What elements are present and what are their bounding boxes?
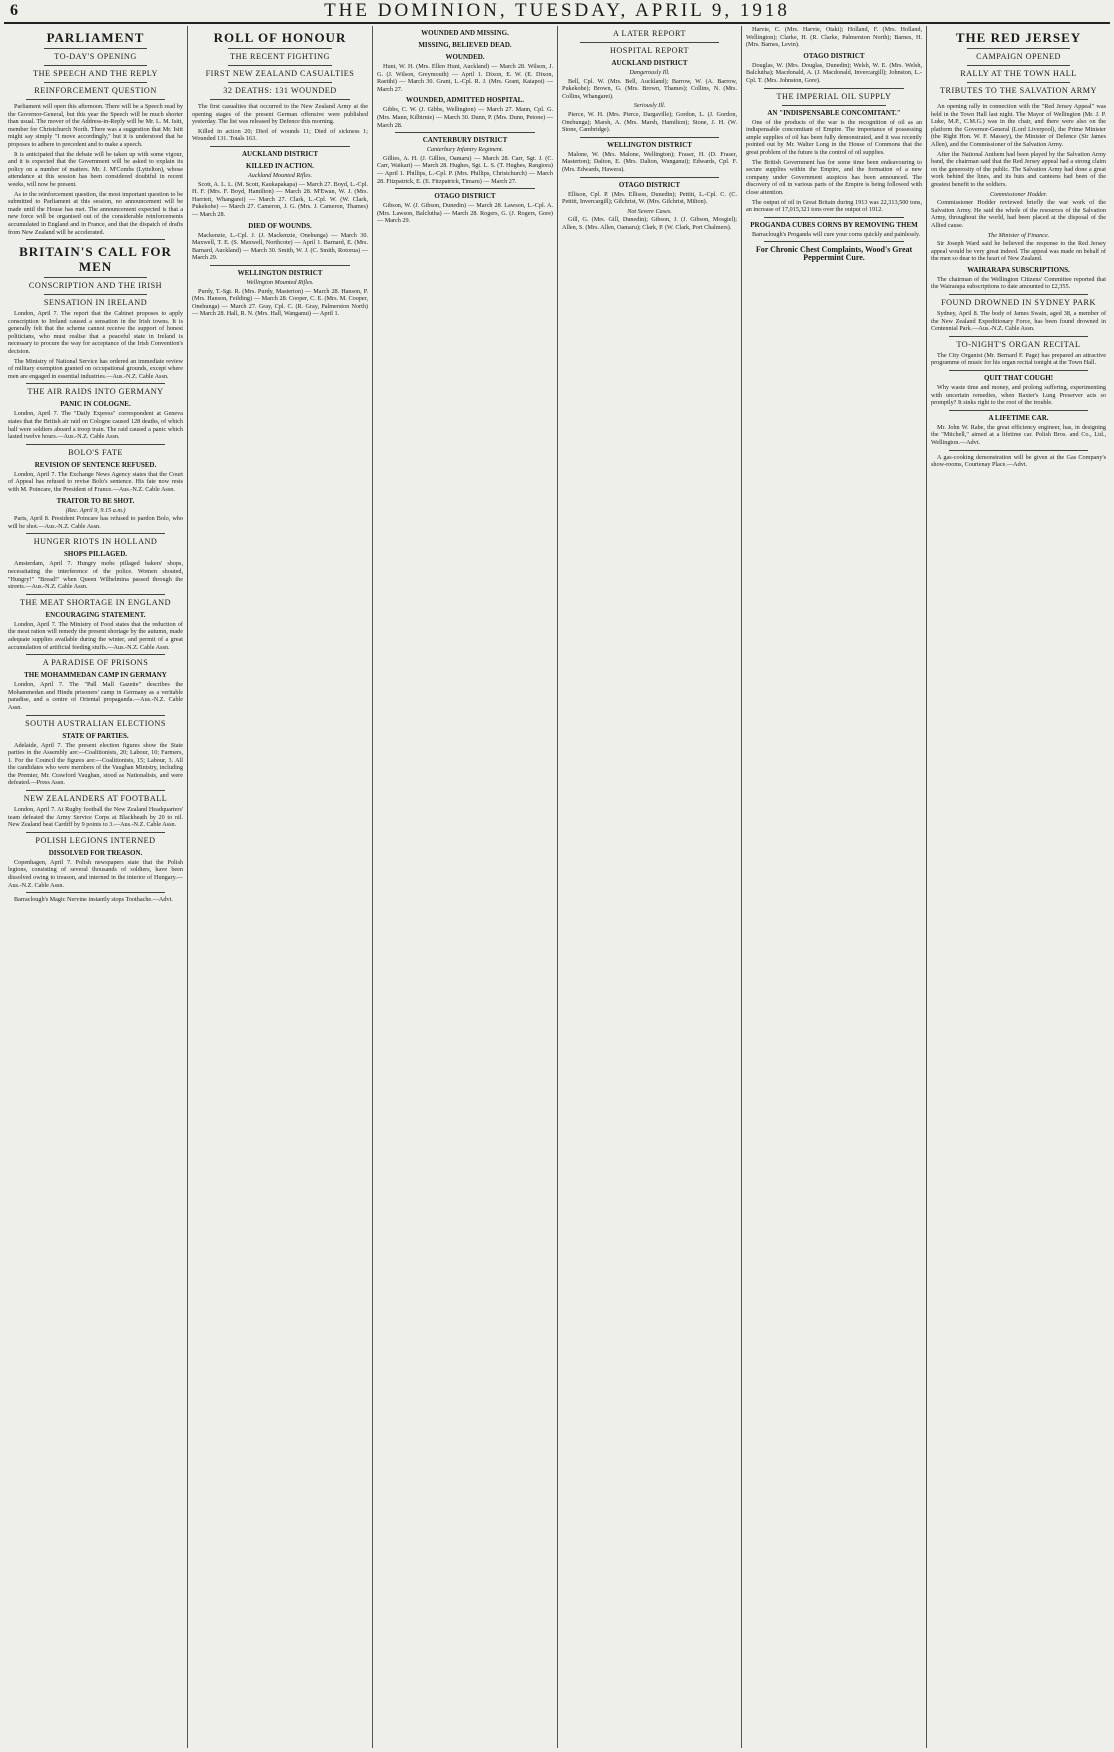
- headline-hospital: HOSPITAL REPORT: [609, 46, 690, 55]
- article-paragraph: Amsterdam, April 7. Hungry mobs pillaged bakers' shops, necessitating the interference of the police. Women shouted, "Hungry!" "Bread!" when Queen Wilhelmina passed through the streets.—Aus.-N.Z. Cable Assn.: [8, 560, 183, 591]
- casualty-list: Hunt, W. H. (Mrs. Ellen Hunt, Auckland) — March 28. Wilson, J. G. (J. Wilson, Greymouth) — April 1. Dixon, E. W. (E. Dixon, Raetihi) — March 30. Grant, L.-Cpl. R. J. (Mrs. Grant, Kaiapoi) — March 27.: [377, 63, 553, 93]
- casualty-list: Bell, Cpl. W. (Mrs. Bell, Auckland); Barrow, W. (A. Barrow, Pukekohe); Brown, G. (Mrs. Brown, Thames); Collins, N. (Mrs. Collins, Whangarei).: [562, 77, 737, 100]
- article-paragraph: Sydney, April 8. The body of James Swain, aged 38, a member of the New Zealand Expeditionary Force, has been found drowned in Centennial Park.—Aus.-N.Z. Cable Assn.: [931, 310, 1106, 333]
- page-number: 6: [10, 2, 18, 19]
- article-paragraph: London, April 7. The "Daily Express" correspondent at Geneva states that the British air raid on Cologne caused 128 deaths, of which half were soldiers aboard a troop train. The raid caused a panic which lasted twelve hours.—Aus.-N.Z. Cable Assn.: [8, 410, 183, 441]
- article-paragraph: London, April 7. At Rugby football the New Zealand Headquarters' team defeated the Army Service Corps at Blackheath by 20 to nil. New Zealand beat Cardiff by 9 points to 3.—Aus.-N.Z. Cable Assn.: [8, 806, 183, 829]
- subhead-campaign: CAMPAIGN OPENED: [976, 52, 1061, 61]
- article-paragraph: Paris, April 8. President Poincare has refused to pardon Bolo, who will be shot.—Aus.-N.Z. Cable Assn.: [8, 515, 183, 530]
- subhead-encouraging: ENCOURAGING STATEMENT.: [45, 610, 146, 619]
- casualty-tally: Killed in action 20; Died of wounds 11; Died of sickness 1; Wounded 131. Totals 163.: [192, 127, 368, 143]
- article-paragraph: Copenhagen, April 7. Polish newspapers state that the Polish legions, consisting of several thousands of soldiers, have been dissolved owing to treason, and interned in the interior of Hungary.—Aus.-N.Z. Cable Assn.: [8, 858, 183, 889]
- headline-hunger: HUNGER RIOTS IN HOLLAND: [33, 537, 158, 547]
- subhead-killed: KILLED IN ACTION.: [246, 161, 314, 170]
- headline-meat: THE MEAT SHORTAGE IN ENGLAND: [20, 597, 171, 607]
- column-parliament: [4, 26, 187, 1748]
- subhead-rally: RALLY AT THE TOWN HALL: [960, 69, 1077, 78]
- subhead-reinforcement: REINFORCEMENT QUESTION: [34, 86, 157, 95]
- article-paragraph: After the National Anthem had been played by the Salvation Army band, the chairman said that the Red Jersey appeal had a strong claim on the generosity of the public. The Salvation Army had done a great work behind the lines, and its huts and canteens had been of the greatest benefit to the soldiers.: [931, 150, 1106, 188]
- condition-label: Seriously Ill.: [633, 102, 666, 110]
- headline-sydney: FOUND DROWNED IN SYDNEY PARK: [941, 298, 1096, 308]
- subhead-deaths: 32 DEATHS: 131 WOUNDED: [223, 86, 337, 95]
- subhead-traitor: TRAITOR TO BE SHOT.: [56, 496, 135, 505]
- subhead-wairarapa: WAIRARAPA SUBSCRIPTIONS.: [967, 265, 1070, 274]
- subhead-first: FIRST NEW ZEALAND CASUALTIES: [205, 69, 355, 78]
- casualty-list: Gibson, W. (J. Gibson, Dunedin) — March 28. Lawson, L.-Cpl. A. (Mrs. Lawson, Balclutha) — March 28. Rogers, G. (J. Rogers, Gore) — March 29.: [377, 202, 553, 225]
- section-label: Commissioner Hodder.: [989, 190, 1048, 198]
- casualty-list: Scott, A. L. L. (M. Scott, Kaukapakapa) — March 27. Boyd, L.-Cpl. H. F. (Mrs. F. Boyd, Hamilton) — March 28. M'Ewan, W. J. (Mrs. Harriett, Whangarei) — March 27. Clark, L.-Cpl. W. (W. Clark, Pukekohe) — March 27. Cameron, J. G. (Mrs. J. Cameron, Thames) — March 28.: [192, 180, 368, 218]
- subhead-missing: MISSING, BELIEVED DEAD.: [418, 41, 512, 49]
- district-wellington: WELLINGTON DISTRICT: [607, 140, 692, 149]
- article-paragraph: It is anticipated that the debate will be taken up with some vigour, and it is expected that the Government will be asked to explain its policy on a number of matters. Mr. J. M'Combs (Lyttelton), whose attendance at this session has been considered doubtful in recent weeks, will now be present.: [8, 150, 183, 188]
- advertisement: Why waste time and money, and prolong suffering, experimenting with uncertain remedies, when Baxter's Lung Preserver acts so promptly? It sinks right to the root of the trouble.: [931, 384, 1106, 407]
- casualty-list: Harvie, C. (Mrs. Harvie, Otaki); Holland, F. (Mrs. Holland, Wellington); Clarke, H. (R. Clarke, Palmerston North); Barnes, H. (Mrs. Barnes, Levin).: [746, 26, 922, 49]
- district-otago: OTAGO DISTRICT: [803, 51, 865, 60]
- headline-football: NEW ZEALANDERS AT FOOTBALL: [23, 794, 168, 804]
- article-paragraph: London, April 7. The Exchange News Agency states that the Court of Appeal has refused to revise Bolo's sentence. His fate now rests with M. Poincare, the President of France.—Aus.-N.Z. Cable Assn.: [8, 470, 183, 493]
- condition-label: Dangerously Ill.: [629, 69, 670, 76]
- advertisement: Barraclough's Proganda will cure your corns quickly and painlessly.: [752, 230, 921, 238]
- subhead-conscription: CONSCRIPTION AND THE IRISH: [28, 281, 163, 291]
- article-paragraph: One of the products of the war is the recognition of oil as an indispensable concomitant of Empire. The importance of possessing ample supplies of oil has been fully demonstrated, and it was recently pointed out by Mr. Walter Long in the House of Commons that the great problem of the future is the control of oil supplies.: [746, 118, 922, 156]
- article-paragraph: London, April 7. The Ministry of Food states that the reduction of the meat ration will remedy the present shortage by the autumn, made adequate supplies available during the winter, and permit of a great accumulation of artificial feeding stuffs.—Aus.-N.Z. Cable Assn.: [8, 620, 183, 651]
- unit-name: Wellington Mounted Rifles.: [246, 278, 314, 286]
- headline-bolo: BOLO'S FATE: [68, 447, 123, 457]
- subhead-dissolved: DISSOLVED FOR TREASON.: [48, 848, 143, 857]
- subhead-wounded: WOUNDED.: [445, 53, 485, 61]
- headline-cough: QUIT THAT COUGH!: [983, 374, 1054, 383]
- condition-label: Not Severe Cases.: [627, 207, 672, 215]
- article-paragraph: As to the reinforcement question, the most important question to be submitted to Parliament at this session, no announcement will be made until the House has met. The announcement expected is that a new force will be organised out of the considerable reinforcements accumulated in England and in France, and that the dispatch of drafts from New Zealand will be accelerated.: [8, 190, 183, 236]
- subhead-state: STATE OF PARTIES.: [62, 731, 129, 740]
- subhead-revision: REVISION OF SENTENCE REFUSED.: [34, 460, 157, 469]
- casualty-list: Gill, G. (Mrs. Gill, Dunedin); Gibson, J. (J. Gibson, Mosgiel); Allen, S. (Mrs. Allen, Oamaru); Clark, P. (W. Clark, Port Chalmers).: [562, 216, 737, 231]
- district-auckland: AUCKLAND DISTRICT: [611, 59, 688, 67]
- advertisement-heading: PROGANDA CUBES CORNS BY REMOVING THEM: [750, 220, 918, 229]
- casualty-list: Pierce, W. H. (Mrs. Pierce, Dargaville); Gordon, L. (J. Gordon, Onehunga); Marsh, A. (Mrs. Marsh, Hamilton); Stone, J. H. (W. Stone, Cambridge).: [562, 110, 737, 134]
- casualty-list: Gibbs, C. W. (J. Gibbs, Wellington) — March 27. Mann, Cpl. G. (Mrs. Mann, Kilbirnie) — March 30. Dunn, P. (Mrs. Dunn, Petone) — March 28.: [377, 106, 553, 129]
- advertisement: Mr. John W. Rabe, the great efficiency engineer, has, in designing the "Mitchell," aimed at a lifetime car. Polish Bros. and Co., Ltd., Wellington.—Advt.: [931, 423, 1106, 446]
- headline-britain: BRITAIN'S CALL FOR MEN: [19, 244, 172, 275]
- subhead-shops: SHOPS PILLAGED.: [63, 550, 127, 559]
- headline-parliament: PARLIAMENT: [46, 30, 145, 45]
- subhead-speech: THE SPEECH AND THE REPLY: [33, 69, 158, 78]
- article-paragraph: The British Government has for some time been endeavouring to secure supplies within the Empire, and the formation of a new company under Government auspices has been announced. The discovery of oil in various parts of the Empire is being followed with close attention.: [746, 158, 922, 196]
- article-paragraph: London, April 7. The report that the Cabinet proposes to apply conscription to Ireland caused a sensation in the Irish towns. It is generally felt that the scheme cannot receive the support of honest politicians, who must realise that a peaceful state in Ireland is necessary to procure the way for acceptance of the Irish Convention's decision.: [8, 310, 183, 356]
- article-paragraph: The output of oil in Great Britain during 1913 was 22,313,500 tons, an increase of 17,015,321 tons over the output of 1912.: [746, 198, 922, 214]
- unit-name: Auckland Mounted Rifles.: [247, 171, 313, 179]
- headline-car: A LIFETIME CAR.: [988, 413, 1049, 422]
- subhead-recent: THE RECENT FIGHTING: [230, 52, 330, 61]
- article-paragraph: Sir Joseph Ward said he believed the response to the Red Jersey appeal would be very great indeed. The appeal was made on behalf of the men so dear to the heart of New Zealand.: [931, 240, 1106, 263]
- headline-red-jersey: THE RED JERSEY: [955, 30, 1082, 45]
- subhead-tributes: TRIBUTES TO THE SALVATION ARMY: [940, 86, 1097, 95]
- section-label: The Minister of Finance.: [987, 231, 1050, 239]
- casualty-list: Malone, W. (Mrs. Malone, Wellington); Fraser, H. (D. Fraser, Masterton); Dalton, E. (Mrs. Dalton, Wanganui); Edwards, Cpl. F. (Mrs. Edwards, Hawera).: [562, 150, 737, 173]
- article-paragraph: The first casualties that occurred to the New Zealand Army at the opening stages of the present German offensive were published yesterday. The list was released by Defence this morning.: [192, 103, 368, 126]
- column-red-jersey: [926, 26, 1110, 1748]
- column-hospital: [557, 26, 741, 1748]
- headline-polish: POLISH LEGIONS INTERNED: [35, 835, 156, 845]
- article-paragraph: Commissioner Hodder reviewed briefly the war work of the Salvation Army. He said the whole of the resources of the Salvation Army, throughout the world, had been placed at the disposal of the Allied cause.: [931, 199, 1106, 229]
- district-auckland: AUCKLAND DISTRICT: [241, 149, 319, 158]
- subhead-indispensable: AN "INDISPENSABLE CONCOMITANT.": [767, 108, 901, 117]
- advertisement: Barraclough's Magic Nervine instantly stops Toothache.—Advt.: [14, 896, 173, 904]
- headline-air-raids: THE AIR RAIDS INTO GERMANY: [27, 387, 164, 397]
- headline-organ: TO-NIGHT'S ORGAN RECITAL: [956, 339, 1081, 349]
- headline-paradise: A PARADISE OF PRISONS: [42, 658, 149, 668]
- headline-later-report: A LATER REPORT: [613, 29, 686, 38]
- subhead-panic: PANIC IN COLOGNE.: [60, 400, 131, 409]
- headline-sa-elections: SOUTH AUSTRALIAN ELECTIONS: [25, 718, 166, 728]
- article-paragraph: Adelaide, April 7. The present election figures show the State parties in the Assembly are:—Coalitionists, 20; Labour, 10; Farmers, 1. For the Council the figures are:—Coalitionists, 15; Labour, 3. All the candidates who were members of the Vaughan Ministry, including the Premier, Mr. Crawford Vaughan, stood as Nationalists, and were defeated.—Press Assn.: [8, 741, 183, 787]
- advertisement: A gas-cooking demonstration will be given at the Gas Company's show-rooms, Courtenay Place.—Advt.: [931, 453, 1106, 469]
- subhead-opening: TO-DAY'S OPENING: [54, 52, 137, 61]
- column-roll-of-honour: [187, 26, 372, 1748]
- received-note: (Rec. April 9, 9.15 a.m.): [65, 506, 126, 514]
- casualty-list: Douglas, W. (Mrs. Douglas, Dunedin); Welsh, W. E. (Mrs. Welsh, Balclutha); Macdonald, A. (J. Macdonald, Invercargill); Johnston, L.-Cpl. T. (Mrs. Johnston, Gore).: [746, 61, 922, 84]
- article-paragraph: Parliament will open this afternoon. There will be a Speech read by the Governor-General, but this year the Speech will be much shorter than usual. The mover of the Address-in-Reply will be Mr. L. M. Isitt, member for Christchurch North. There was a suggestion that Mr. Isitt might say simply "I move accordingly," but it is understood that he proposes to adhere to precedent and to make a speech.: [8, 103, 183, 148]
- column-wounded: [372, 26, 557, 1748]
- masthead: [4, 0, 1110, 24]
- district-wellington: WELLINGTON DISTRICT: [237, 268, 323, 277]
- columns: [4, 26, 1110, 1748]
- subhead-wounded-missing: WOUNDED AND MISSING.: [421, 29, 509, 37]
- subhead-camp: THE MOHAMMEDAN CAMP IN GERMANY: [24, 671, 167, 680]
- column-oil: [741, 26, 926, 1748]
- headline-roll: ROLL OF HONOUR: [213, 30, 347, 45]
- subhead-died-wounds: DIED OF WOUNDS.: [248, 221, 312, 230]
- district-otago: OTAGO DISTRICT: [618, 180, 681, 189]
- casualty-list: Gillies, A. H. (J. Gillies, Oamaru) — March 28. Carr, Sgt. J. (C. Carr, Waikari) — March 28. Hughes, Sgt. L. S. (T. Hughes, Rangiora) — April 1. Phillips, L.-Cpl. P. (Mrs. Phillips, Christchurch) — March 28. Fitzpatrick, E. (E. Fitzpatrick, Timaru) — March 27.: [377, 154, 553, 185]
- casualty-list: Mackenzie, L.-Cpl. J. (J. Mackenzie, Onehunga) — March 30. Maxwell, T. E. (S. Maxwell, Northcote) — April 1. Barnard, E. (Mrs. Barnard, Auckland) — March 30. Smith, W. J. (C. Smith, Rotorua) — March 29.: [192, 231, 368, 262]
- headline-oil: THE IMPERIAL OIL SUPPLY: [776, 91, 892, 101]
- article-paragraph: An opening rally in connection with the "Red Jersey Appeal" was held in the Town Hall last night. The Mayor of Wellington (Mr. J. P. Luke, M.P., C.M.G.) was in the chair, and there were also on the platform the Governor-General (Lord Liverpool), the Prime Minister (the Right Hon. W. F. Massey), the Minister of Defence (Sir James Allen), and the Commissioner of the Salvation Army.: [931, 103, 1106, 148]
- unit-name: Canterbury Infantry Regiment.: [426, 146, 504, 154]
- article-paragraph: The chairman of the Wellington Citizens' Committee reported that the Wairarapa subscriptions to date amounted to £2,355.: [931, 275, 1106, 291]
- masthead-title: THE DOMINION, TUESDAY, APRIL 9, 1918: [324, 0, 790, 21]
- subhead-sensation: SENSATION IN IRELAND: [43, 298, 148, 308]
- article-paragraph: The Ministry of National Service has ordered an immediate review of military exemption granted on occupational grounds, except where men are engaged in essential industries.—Aus.-N.Z. Cable Assn.: [8, 357, 183, 380]
- casualty-list: Ellison, Cpl. P. (Mrs. Ellison, Dunedin); Pettitt, L.-Cpl. C. (C. Pettitt, Invercargill); Gilchrist, W. (Mrs. Gilchrist, Milton).: [562, 190, 737, 206]
- article-paragraph: The City Organist (Mr. Bernard F. Page) has prepared an attractive programme of music for his organ recital tonight at the Town Hall.: [931, 351, 1106, 367]
- advertisement-peppermint: For Chronic Chest Complaints, Wood's Great Peppermint Cure.: [755, 245, 913, 262]
- subhead-admitted: WOUNDED, ADMITTED HOSPITAL.: [405, 96, 525, 105]
- article-paragraph: London, April 7. The "Pall Mall Gazette" describes the Mohammedan and Hindu prisoners' camp in Germany as a veritable paradise, and a centre of Oriental propaganda.—Aus.-N.Z. Cable Assn.: [8, 681, 183, 711]
- casualty-list: Purdy, T.-Sgt. R. (Mrs. Purdy, Masterton) — March 28. Hanson, P. (Mrs. Hanson, Feilding) — March 28. Cooper, C. E. (Mrs. M. Cooper, Onehunga) — March 27. Gray, Cpl. C. (R. Gray, Palmerston North) — March 28. Hall, R. N. (Mrs. Hall, Wanganui) — April 1.: [192, 287, 368, 318]
- district-canterbury: CANTERBURY DISTRICT: [422, 136, 508, 145]
- district-otago: OTAGO DISTRICT: [434, 192, 496, 201]
